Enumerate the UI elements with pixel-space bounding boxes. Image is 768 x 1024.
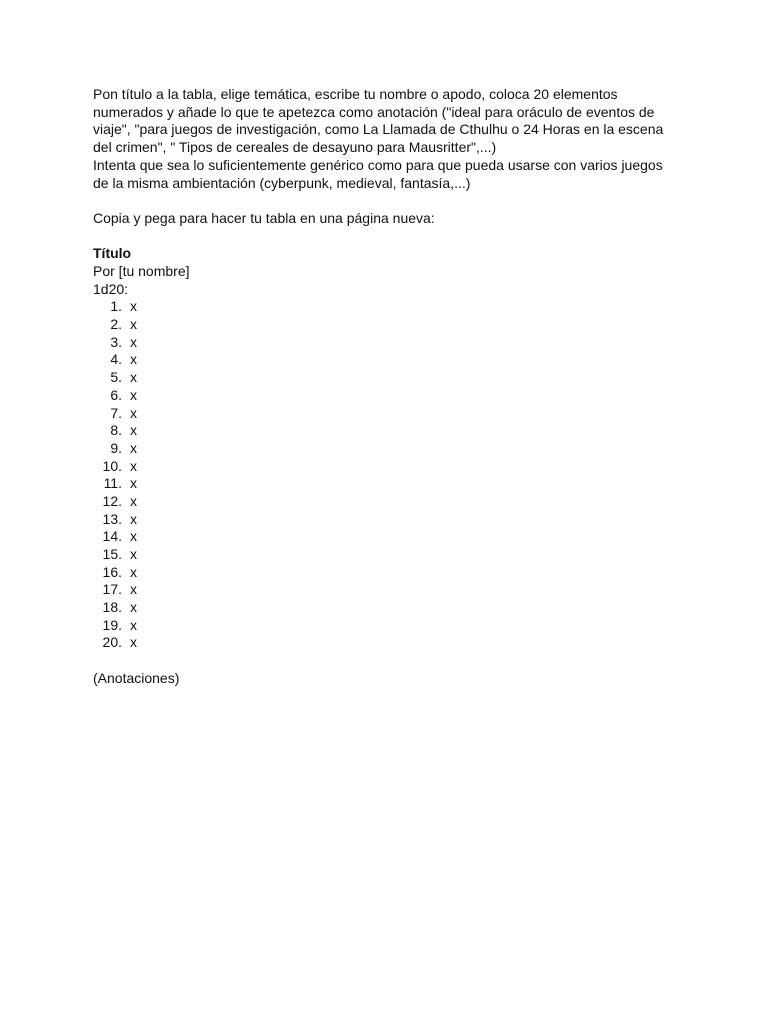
list-item — [93, 475, 683, 493]
list-item-number: 6. — [110, 386, 122, 403]
list-item-value: x — [130, 404, 137, 421]
list-item-number: 8. — [110, 422, 122, 439]
list-item-number: 3. — [110, 333, 122, 350]
spacer — [93, 652, 683, 670]
list-item — [93, 369, 683, 387]
list-item — [93, 564, 683, 582]
template-author: Por [tu nombre] — [93, 263, 190, 279]
list-item-value: x — [130, 422, 137, 439]
list-item — [93, 528, 683, 546]
list-item-value: x — [130, 369, 137, 386]
list-item-number: 5. — [110, 369, 122, 386]
template-title: Título — [93, 245, 132, 262]
intro-line: numerados y añade lo que te apetezca como anotación ("ideal para oráculo de eventos de — [93, 103, 655, 120]
list-item-number: 10. — [102, 457, 122, 474]
document-body — [93, 86, 683, 688]
list-item — [93, 440, 683, 458]
numbered-list — [93, 298, 683, 652]
list-item — [93, 298, 683, 316]
list-item-value: x — [130, 510, 137, 527]
list-item — [93, 334, 683, 352]
list-item-number: 7. — [110, 404, 122, 421]
list-item-number: 18. — [102, 599, 122, 616]
list-item — [93, 581, 683, 599]
list-item-value: x — [130, 475, 137, 492]
intro-paragraph — [93, 86, 683, 192]
spacer — [93, 228, 683, 246]
list-item — [93, 387, 683, 405]
list-item-number: 1. — [110, 298, 122, 315]
list-item — [93, 458, 683, 476]
list-item-value: x — [130, 333, 137, 350]
list-item-value: x — [130, 616, 137, 633]
intro-line: de la misma ambientación (cyberpunk, medieval, fantasía,...) — [93, 174, 471, 191]
list-item-value: x — [130, 439, 137, 456]
list-item-value: x — [130, 546, 137, 563]
list-item-number: 14. — [102, 528, 122, 545]
list-item — [93, 493, 683, 511]
intro-line: Intenta que sea lo suficientemente genérico como para que pueda usarse con varios juegos — [93, 156, 663, 173]
list-item-number: 13. — [102, 510, 122, 527]
list-item — [93, 617, 683, 635]
list-item-value: x — [130, 581, 137, 598]
list-item-number: 11. — [103, 475, 122, 492]
list-item-value: x — [130, 563, 137, 580]
list-item-value: x — [130, 316, 137, 333]
list-item — [93, 422, 683, 440]
intro-line: viaje", "para juegos de investigación, como La Llamada de Cthulhu o 24 Horas en la escena — [93, 121, 664, 138]
intro-line: del crimen", " Tipos de cereales de desayuno para Mausritter",...) — [93, 139, 497, 156]
instruction-paragraph — [93, 210, 683, 228]
annotations-paragraph — [93, 670, 683, 688]
list-item-value: x — [130, 599, 137, 616]
list-item — [93, 634, 683, 652]
annotations-text: (Anotaciones) — [93, 669, 180, 686]
list-item-value: x — [130, 386, 137, 403]
list-item — [93, 599, 683, 617]
list-item-value: x — [130, 457, 137, 474]
spacer — [93, 192, 683, 210]
list-item-value: x — [130, 298, 137, 315]
template-dice: 1d20: — [93, 280, 129, 297]
table-template — [93, 245, 683, 652]
list-item-number: 17. — [102, 581, 122, 598]
list-item-value: x — [130, 528, 137, 545]
list-item — [93, 546, 683, 564]
list-item-value: x — [130, 351, 137, 368]
list-item-number: 2. — [110, 316, 122, 333]
list-item — [93, 351, 683, 369]
list-item-number: 12. — [102, 492, 122, 509]
list-item — [93, 511, 683, 529]
list-item — [93, 316, 683, 334]
instruction-text: Copia y pega para hacer tu tabla en una página nueva: — [93, 209, 435, 226]
list-item-number: 16. — [102, 563, 122, 580]
list-item-value: x — [130, 634, 137, 651]
list-item-number: 9. — [110, 439, 122, 456]
list-item-value: x — [130, 492, 137, 509]
list-item-number: 19. — [102, 616, 122, 633]
list-item — [93, 405, 683, 423]
intro-line: Pon título a la tabla, elige temática, escribe tu nombre o apodo, coloca 20 elementos — [93, 86, 618, 102]
list-item-number: 4. — [110, 351, 122, 368]
list-item-number: 15. — [102, 546, 122, 563]
list-item-number: 20. — [102, 634, 122, 651]
